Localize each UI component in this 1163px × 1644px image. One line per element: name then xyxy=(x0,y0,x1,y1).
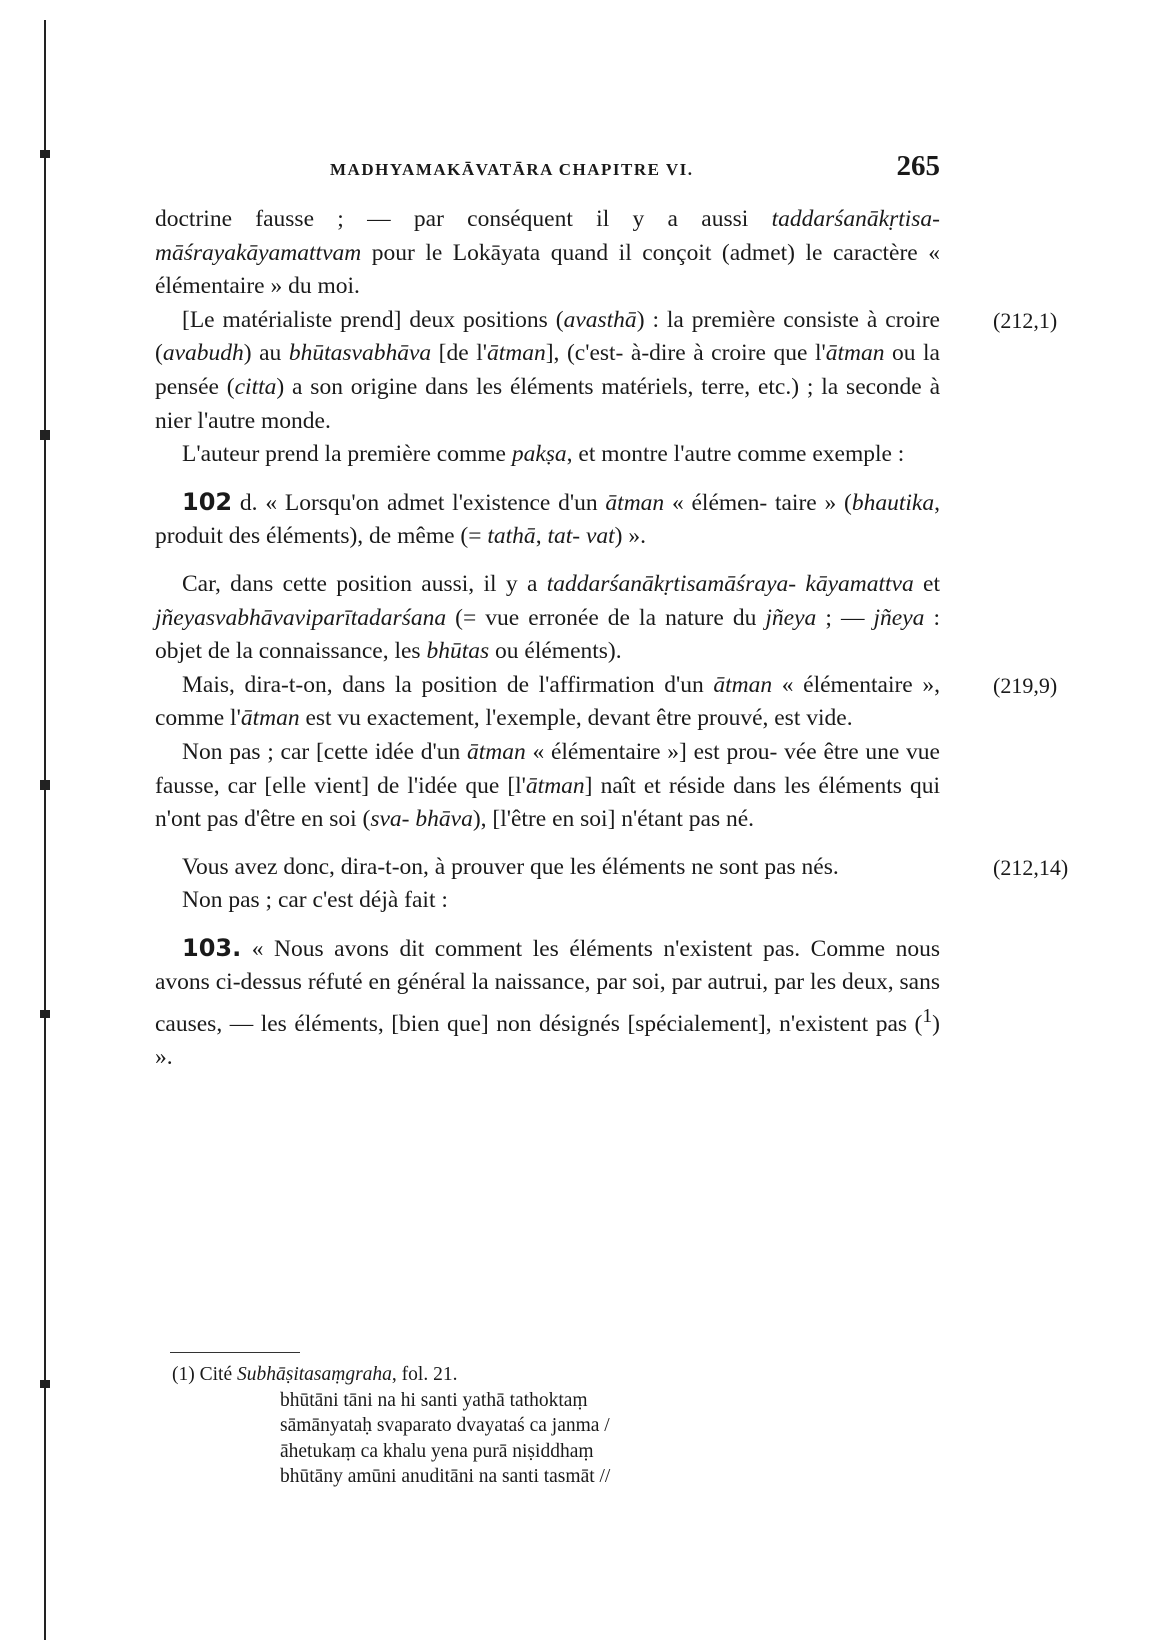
paragraph: Non pas ; car c'est déjà fait : xyxy=(182,887,448,914)
paragraph: Vous avez donc, dira-t-on, à prouver que les éléments ne sont pas nés. (212,14) xyxy=(155,851,940,885)
paragraph: Non pas ; car [cette idée d'un ātman « élémentaire »] est prou- vée être une vue fausse, car [elle vient] de l'idée que [l'ātman] naît et réside dans les éléments qui n'ont pas d'être en soi (sva- bhāva), [l'être en soi] n'étant pas né. xyxy=(155,738,941,833)
edge-mark xyxy=(40,1380,50,1388)
paragraph: 103. « Nous avons dit comment les éléments n'existent pas. Comme nous avons ci-dessus réfuté en général la naissance, par soi, par autrui, par les deux, sans causes, — les éléments, [bien que] non désignés [spécialement], n'existent pas ($^1$) ». xyxy=(155,933,940,1071)
margin-reference: (212,1) xyxy=(993,307,1058,333)
footnote-verse-line: bhūtāni tāni na hi santi yathā tathoktaṃ xyxy=(280,1389,588,1411)
footnote-rule xyxy=(170,1352,300,1353)
edge-mark xyxy=(40,1010,50,1018)
footnote-verse-line: bhūtāny amūni anuditāni na santi tasmāt // xyxy=(280,1466,611,1487)
edge-mark xyxy=(40,430,50,440)
paragraph: [Le matérialiste prend] deux positions (avasthā) : la première consiste à croire (avabudh) au bhūtasvabhāva [de l'ātman], (c'est- à-dire à croire que l'ātman ou la pensée (citta) a son origine dans les éléments matériels, terre, etc.) ; la seconde à nier l'autre monde. (212,1) xyxy=(155,304,940,438)
paragraph: Car, dans cette position aussi, il y a taddarśanākṛtisamāśraya- kāyamattva et jñeyasvabhāvaviparītadarśana (= vue erronée de la nature du jñeya ; — jñeya : objet de la connaissance, les bhūtas ou éléments). xyxy=(155,570,940,665)
page-binding-edge xyxy=(44,20,46,1640)
page-number: 265 xyxy=(896,150,940,182)
footnote-verse-line: āhetukaṃ ca khalu yena purā niṣiddhaṃ xyxy=(280,1440,594,1462)
margin-reference: (212,14) xyxy=(993,854,1069,880)
running-title: MADHYAMAKĀVATĀRA CHAPITRE VI. xyxy=(330,160,694,179)
edge-mark xyxy=(40,150,50,158)
paragraph: doctrine fausse ; — par conséquent il y a aussi taddarśanākṛtisa- māśrayakāyamattvam pour le Lokāyata quand il conçoit (admet) le caractère « élémentaire » du moi. xyxy=(155,206,940,300)
footnote-intro: (1) Cité Subhāṣitasaṃgraha, fol. 21. xyxy=(172,1364,458,1385)
margin-reference: (219,9) xyxy=(993,672,1058,698)
edge-mark xyxy=(40,780,50,790)
paragraph: L'auteur prend la première comme pakṣa, et montre l'autre comme exemple : xyxy=(182,441,905,468)
paragraph: Mais, dira-t-on, dans la position de l'affirmation d'un ātman « élémentaire », comme l'ātman est vu exactement, l'exemple, devant être prouvé, est vide. (219,9) xyxy=(155,669,940,736)
paragraph: 102 d. « Lorsqu'on admet l'existence d'un ātman « élémen- taire » (bhautika, produit des éléments), de même (= tathā, tat- vat) ». xyxy=(155,487,940,550)
footnote-verse-line: sāmānyataḥ svaparato dvayataś ca janma / xyxy=(280,1415,610,1436)
footnote xyxy=(172,1362,872,1490)
page-header xyxy=(330,150,940,190)
main-text xyxy=(155,203,1069,1075)
